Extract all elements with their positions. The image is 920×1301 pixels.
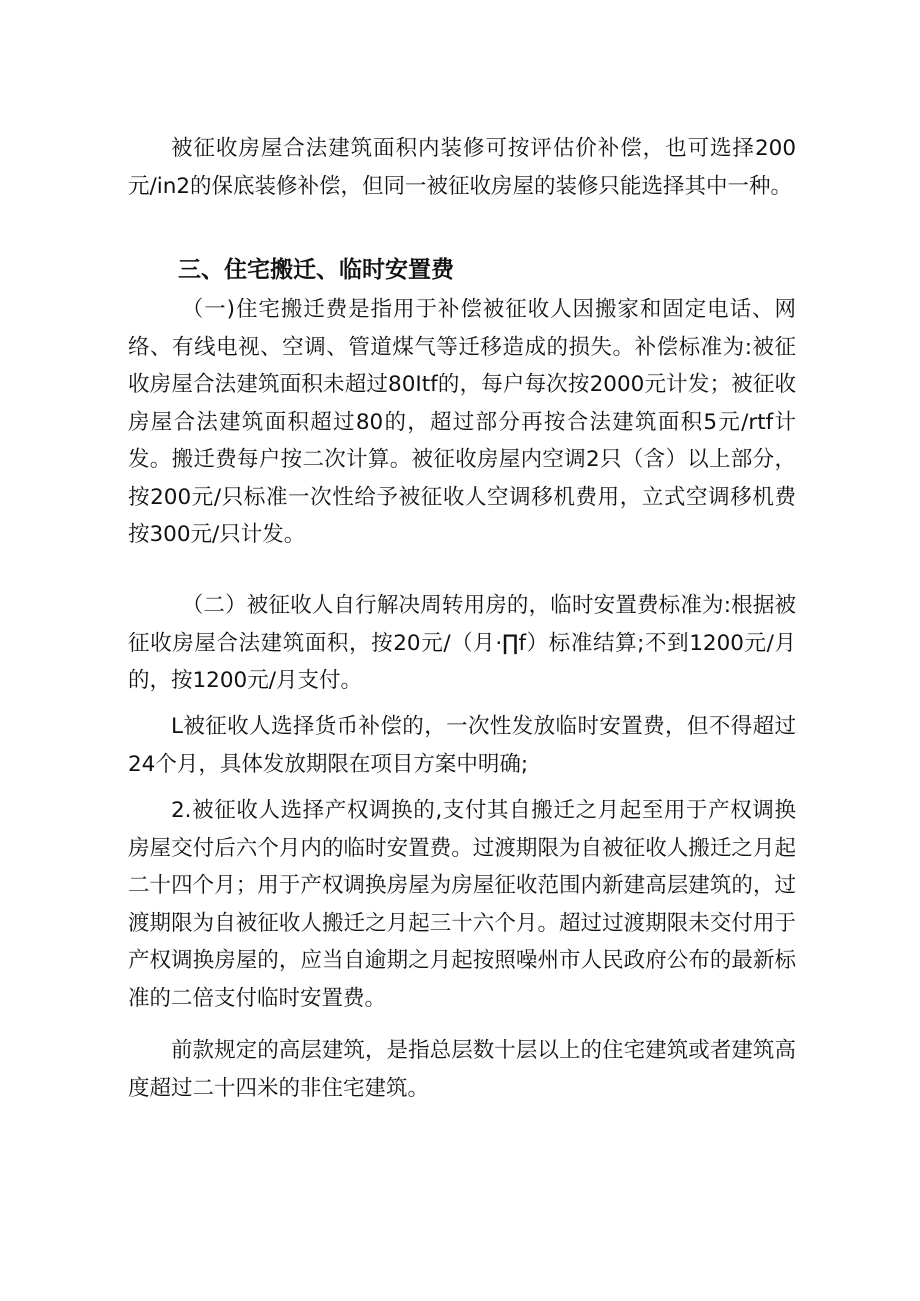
paragraph-decoration-compensation: 被征收房屋合法建筑面积内装修可按评估价补偿，也可选择200元/in2的保底装修补偿，但同一被征收房屋的装修只能选择其中一种。: [128, 136, 796, 199]
paragraph-relocation-fee: （一)住宅搬迁费是指用于补偿被征收人因搬家和固定电话、网络、有线电视、空调、管道煤气等迁移造成的损失。补偿标准为:被征收房屋合法建筑面积未超过80Itf的，每户每次按2000元计发；被征收房屋合法建筑面积超过80的，超过部分再按合法建筑面积5元/rtf计发。搬迁费每户按二次计算。被征收房屋内空调2只（含）以上部分，按200元/只标准一次性给予被征收人空调移机费用，立式空调移机费按300元/只计发。: [128, 297, 796, 547]
paragraph-temporary-housing-fee: （二）被征收人自行解决周转用房的，临时安置费标准为:根据被征收房屋合法建筑面积，按20元/（月·∏f）标准结算;不到1200元/月的，按1200元/月支付。: [128, 593, 796, 693]
paragraph-monetary-compensation: L被征收人选择货币补偿的，一次性发放临时安置费，但不得超过24个月，具体发放期限在项目方案中明确;: [128, 714, 796, 777]
section-heading: 三、住宅搬迁、临时安置费: [178, 257, 454, 283]
paragraph-property-exchange: 2.被征收人选择产权调换的,支付其自搬迁之月起至用于产权调换房屋交付后六个月内的临时安置费。过渡期限为自被征收人搬迁之月起二十四个月；用于产权调换房屋为房屋征收范围内新建高层建筑的，过渡期限为自被征收人搬迁之月起三十六个月。超过过渡期限未交付用于产权调换房屋的，应当自逾期之月起按照噪州市人民政府公布的最新标准的二倍支付临时安置费。: [128, 798, 796, 1011]
paragraph-high-rise-definition: 前款规定的高层建筑，是指总层数十层以上的住宅建筑或者建筑高度超过二十四米的非住宅建筑。: [128, 1038, 796, 1101]
